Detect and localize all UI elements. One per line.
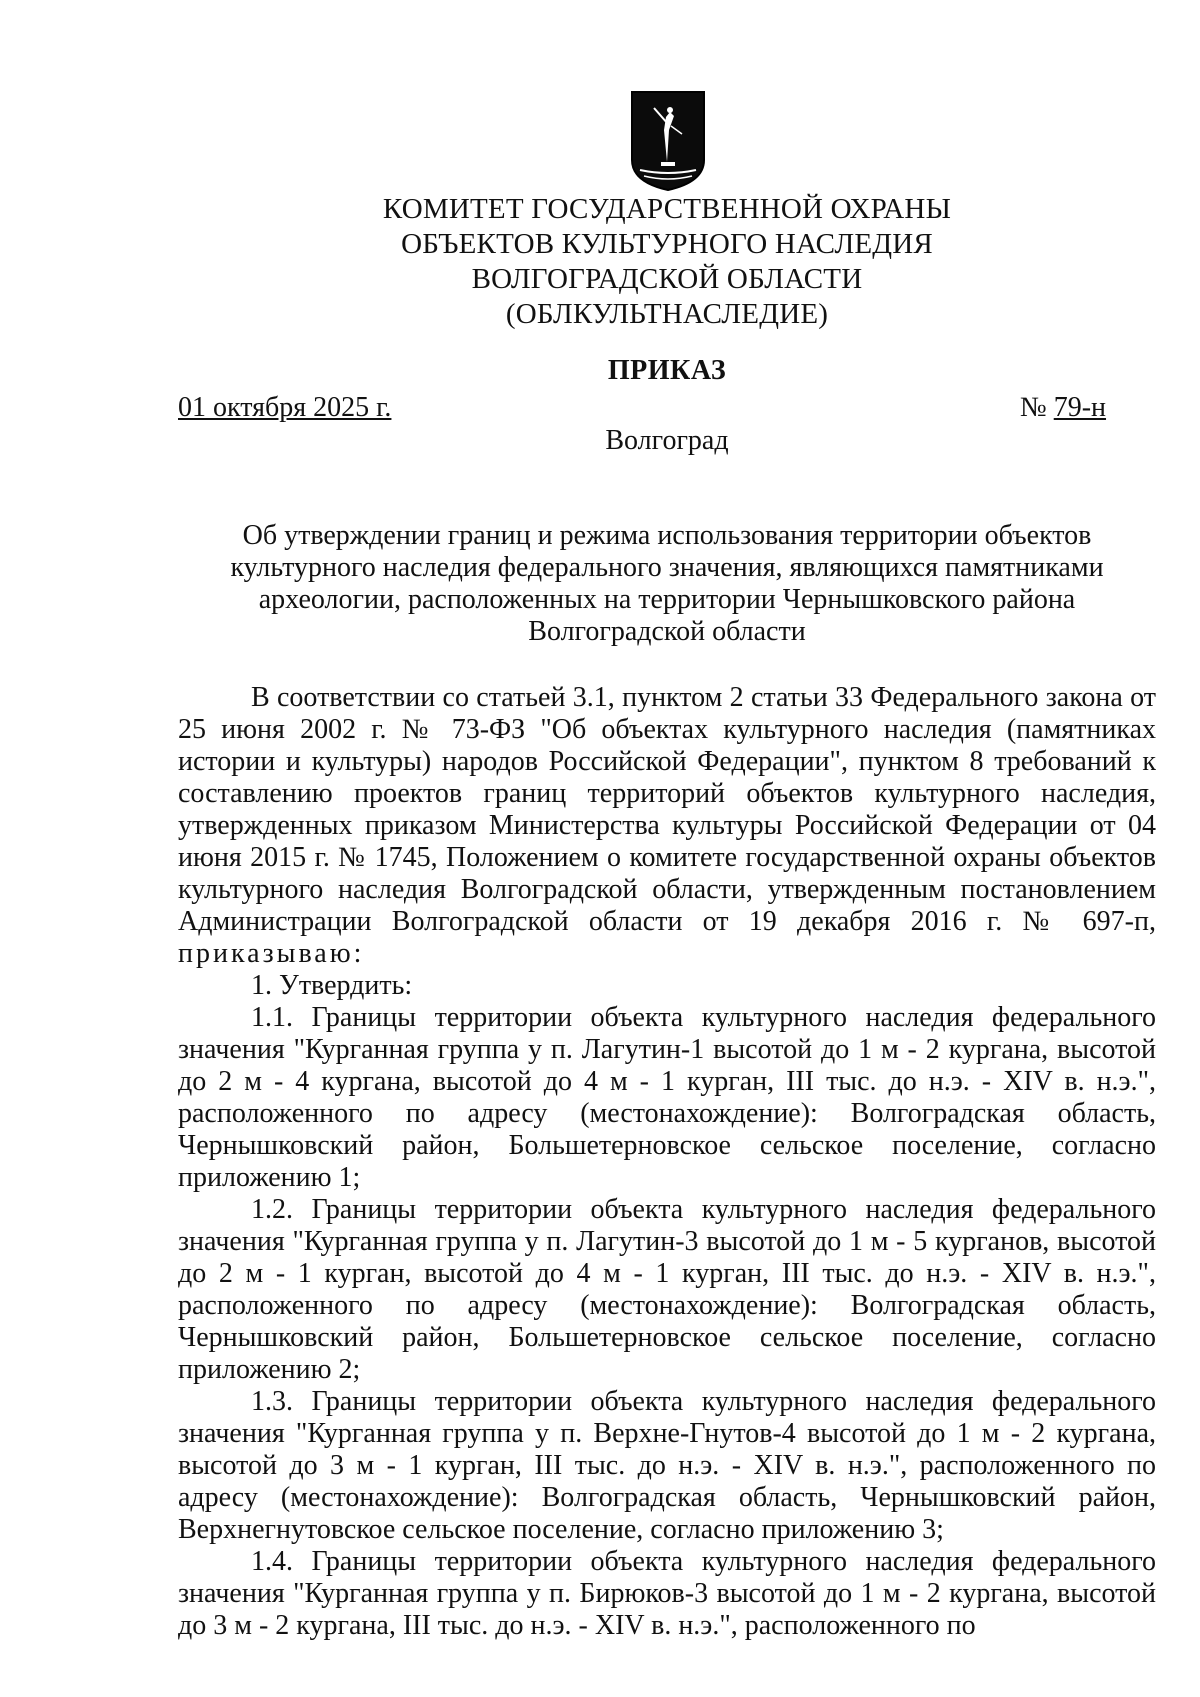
subject-line: Волгоградской области xyxy=(528,616,806,647)
subject-line: археологии, расположенных на территории Чернышковского района xyxy=(258,584,1076,615)
order-title: ПРИКАЗ xyxy=(607,355,727,386)
item-1-3: 1.3. Границы территории объекта культурного наследия федерального значения "Курганная группа у п. Верхне-Гнутов-4 высотой до 1 м - 2 кургана, высотой до 3 м - 1 курган, III тыс. до н.э. - XIV в. н.э.", расположенного по адресу (местонахождение): Волгоградская область, Чернышковский район, Верхнегнутовское сельское поселение, согласно приложению 3; xyxy=(178,1386,1156,1545)
preamble-text: В соответствии со статьей 3.1, пунктом 2 статьи 33 Федерального закона от 25 июня 2002 г. № 73-ФЗ "Об объектах культурного наследия (памятниках истории и культуры) народов Российской Федерации", пунктом 8 требований к составлению проектов границ территорий объектов культурного наследия, утвержденных приказом Министерства культуры Российской Федерации от 04 июня 2015 г. № 1745, Положением о комитете государственной охраны объектов культурного наследия Волгоградской области, утвержденным постановлением Администрации Волгоградской области от 19 декабря 2016 г. № 697-п, xyxy=(178,682,1156,937)
order-number xyxy=(1020,392,1106,424)
preamble-order-word: приказываю: xyxy=(178,938,365,969)
item-1-4: 1.4. Границы территории объекта культурного наследия федерального значения "Курганная группа у п. Бирюков-3 высотой до 1 м - 2 кургана, высотой до 3 м - 2 кургана, III тыс. до н.э. - XIV в. н.э.", расположенного по xyxy=(178,1546,1156,1641)
item-1-2: 1.2. Границы территории объекта культурного наследия федерального значения "Курганная группа у п. Лагутин-3 высотой до 1 м - 5 курганов, высотой до 2 м - 1 курган, высотой до 4 м - 1 курган, III тыс. до н.э. - XIV в. н.э.", расположенного по адресу (местонахождение): Волгоградская область, Чернышковский район, Большетерновское сельское поселение, согласно приложению 2; xyxy=(178,1194,1156,1385)
org-line: (ОБЛКУЛЬТНАСЛЕДИЕ) xyxy=(505,298,829,330)
order-date: 01 октября 2025 г. xyxy=(178,392,392,423)
volgograd-emblem-icon xyxy=(630,90,706,192)
order-body xyxy=(178,682,1156,1642)
order-city: Волгоград xyxy=(605,425,729,456)
organization-name xyxy=(0,192,1200,332)
org-line: ВОЛГОГРАДСКОЙ ОБЛАСТИ xyxy=(471,263,863,295)
item-1: 1. Утвердить: xyxy=(251,970,413,1001)
org-line: КОМИТЕТ ГОСУДАРСТВЕННОЙ ОХРАНЫ xyxy=(382,193,952,225)
subject-line: культурного наследия федерального значения, являющихся памятниками xyxy=(230,552,1104,583)
order-subject xyxy=(178,520,1156,648)
subject-line: Об утверждении границ и режима использования территории объектов xyxy=(242,520,1092,551)
preamble-paragraph xyxy=(178,682,1156,970)
order-number-prefix: № xyxy=(1020,392,1054,423)
org-line: ОБЪЕКТОВ КУЛЬТУРНОГО НАСЛЕДИЯ xyxy=(401,228,933,260)
order-number-value: 79-н xyxy=(1053,392,1107,423)
item-1-1: 1.1. Границы территории объекта культурного наследия федерального значения "Курганная группа у п. Лагутин-1 высотой до 1 м - 2 кургана, высотой до 2 м - 4 кургана, высотой до 4 м - 1 курган, III тыс. до н.э. - XIV в. н.э.", расположенного по адресу (местонахождение): Волгоградская область, Чернышковский район, Большетерновское сельское поселение, согласно приложению 1; xyxy=(178,1002,1156,1193)
